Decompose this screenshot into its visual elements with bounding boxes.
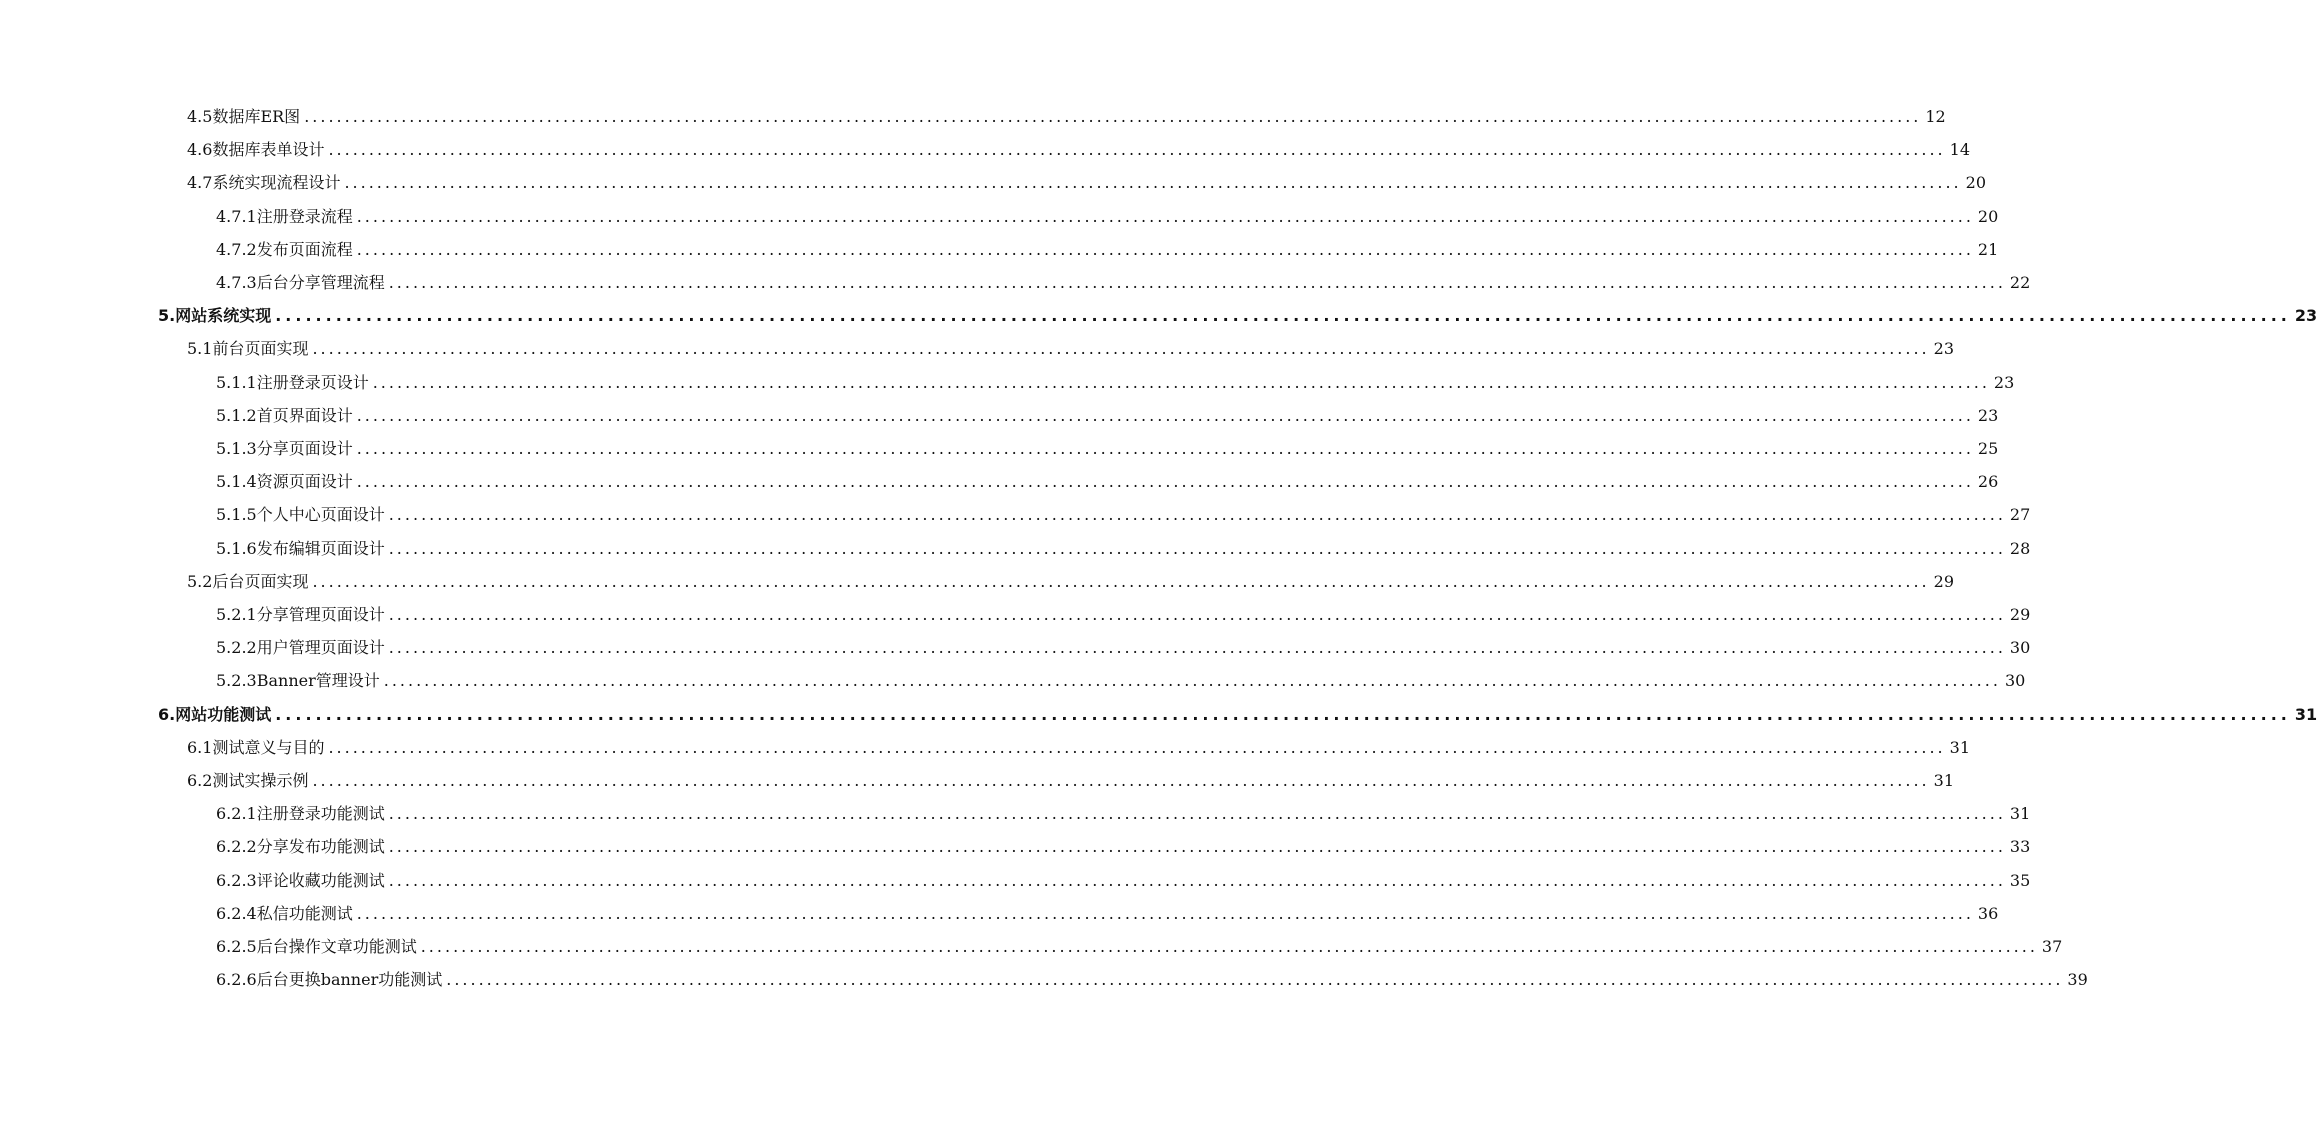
toc-entry-label: 6.2.6后台更换banner功能测试	[216, 970, 443, 990]
dot-leader: ........................................................................................................................................................................................................	[383, 671, 2001, 691]
toc-entry-label: 5.1.1注册登录页设计	[216, 372, 369, 392]
toc-entry[interactable]	[216, 664, 2026, 697]
toc-entry-page-number: 14	[1949, 140, 1970, 160]
toc-entry-page-number: 29	[1933, 571, 1954, 591]
toc-entry-label: 4.7.1注册登录流程	[216, 206, 353, 226]
toc-entry-page-number: 23	[1933, 339, 1954, 359]
toc-entry-page-number: 36	[1977, 903, 1999, 923]
toc-entry[interactable]	[216, 465, 1999, 498]
toc-entry-page-number: 20	[1965, 173, 1986, 193]
dot-leader: ........................................................................................................................................................................................................	[344, 173, 1962, 193]
dot-leader: ........................................................................................................................................................................................................	[328, 140, 1946, 160]
toc-entry[interactable]	[187, 764, 1954, 797]
toc-entry-label: 5.1.3分享页面设计	[216, 439, 353, 458]
toc-entry[interactable]	[216, 930, 2063, 963]
toc-entry-label: 6.2.5后台操作文章功能测试	[216, 937, 417, 956]
toc-entry-page-number: 26	[1977, 472, 1999, 492]
toc-entry-page-number: 31	[2294, 704, 2317, 724]
toc-entry-page-number: 25	[1977, 439, 1999, 458]
toc-entry-label: 5.2.3Banner管理设计	[216, 671, 380, 691]
dot-leader: ........................................................................................................................................................................................................	[356, 472, 1974, 492]
toc-entry-page-number: 29	[2009, 605, 2031, 624]
toc-entry[interactable]	[216, 598, 2031, 631]
toc-entry-page-number: 30	[2004, 671, 2026, 691]
dot-leader: ........................................................................................................................................................................................................	[388, 538, 2006, 558]
dot-leader: ........................................................................................................................................................................................................	[388, 605, 2006, 624]
toc-entry[interactable]	[216, 233, 1999, 266]
toc-entry[interactable]	[187, 133, 1970, 166]
toc-entry[interactable]	[187, 332, 1954, 365]
toc-entry-label: 6.2.2分享发布功能测试	[216, 837, 385, 857]
dot-leader: ........................................................................................................................................................................................................	[356, 239, 1974, 259]
toc-entry-page-number: 12	[1925, 107, 1946, 126]
toc-entry-page-number: 35	[2009, 870, 2031, 890]
toc-entry-label: 6.2测试实操示例	[187, 771, 309, 790]
dot-leader: ........................................................................................................................................................................................................	[312, 571, 1930, 591]
toc-entry-label: 6.2.1注册登录功能测试	[216, 804, 385, 824]
dot-leader: ........................................................................................................................................................................................................	[275, 704, 2291, 724]
dot-leader: ........................................................................................................................................................................................................	[388, 505, 2006, 525]
dot-leader: ........................................................................................................................................................................................................	[328, 737, 1946, 757]
toc-entry[interactable]	[216, 897, 1999, 930]
toc-entry-label: 5.1前台页面实现	[187, 339, 309, 359]
toc-entry-page-number: 31	[2009, 804, 2031, 824]
toc-entry[interactable]	[187, 731, 1970, 764]
toc-entry[interactable]	[216, 532, 2031, 565]
toc-entry-page-number: 33	[2009, 837, 2031, 857]
toc-entry-label: 4.7.2发布页面流程	[216, 239, 353, 259]
toc-entry-label: 4.7.3后台分享管理流程	[216, 273, 385, 292]
toc-entry-label: 5.1.4资源页面设计	[216, 472, 353, 492]
toc-entry-label: 5.2后台页面实现	[187, 571, 309, 591]
dot-leader: ........................................................................................................................................................................................................	[312, 339, 1930, 359]
toc-entry[interactable]	[187, 100, 1946, 133]
toc-entry[interactable]	[216, 432, 1999, 465]
dot-leader: ........................................................................................................................................................................................................	[356, 405, 1974, 425]
toc-entry-label: 5.1.6发布编辑页面设计	[216, 538, 385, 558]
toc-entry-page-number: 31	[1949, 737, 1970, 757]
toc-entry[interactable]	[158, 698, 2317, 731]
dot-leader: ........................................................................................................................................................................................................	[388, 804, 2006, 824]
toc-entry-label: 5.1.5个人中心页面设计	[216, 505, 385, 525]
toc-entry-page-number: 39	[2067, 970, 2088, 990]
toc-entry[interactable]	[187, 565, 1954, 598]
dot-leader: ........................................................................................................................................................................................................	[388, 273, 2006, 292]
toc-entry-label: 5.网站系统实现	[158, 306, 272, 326]
toc-entry-label: 5.1.2首页界面设计	[216, 405, 353, 425]
toc-entry-page-number: 30	[2009, 638, 2031, 658]
dot-leader: ........................................................................................................................................................................................................	[420, 937, 2038, 956]
dot-leader: ........................................................................................................................................................................................................	[275, 306, 2291, 326]
toc-entry[interactable]	[216, 200, 1999, 233]
toc-entry-page-number: 28	[2009, 538, 2031, 558]
toc-entry-label: 6.网站功能测试	[158, 704, 272, 724]
toc-entry[interactable]	[216, 864, 2031, 897]
toc-entry[interactable]	[216, 797, 2031, 830]
dot-leader: ........................................................................................................................................................................................................	[312, 771, 1930, 790]
dot-leader: ........................................................................................................................................................................................................	[372, 372, 1990, 392]
toc-entry-page-number: 22	[2009, 273, 2031, 292]
toc-entry[interactable]	[216, 399, 1999, 432]
dot-leader: ........................................................................................................................................................................................................	[304, 107, 1922, 126]
toc-entry-label: 4.5数据库ER图	[187, 107, 301, 126]
toc-entry[interactable]	[158, 299, 2317, 332]
toc-entry[interactable]	[216, 498, 2031, 531]
toc-entry-page-number: 21	[1977, 239, 1999, 259]
dot-leader: ........................................................................................................................................................................................................	[388, 638, 2006, 658]
toc-entry-page-number: 23	[1993, 372, 2015, 392]
toc-entry[interactable]	[216, 366, 2015, 399]
dot-leader: ........................................................................................................................................................................................................	[446, 970, 2064, 990]
toc-entry-label: 6.1测试意义与目的	[187, 737, 325, 757]
toc-entry-page-number: 23	[1977, 405, 1999, 425]
toc-entry-page-number: 31	[1933, 771, 1954, 790]
dot-leader: ........................................................................................................................................................................................................	[356, 439, 1974, 458]
toc-entry[interactable]	[216, 266, 2031, 299]
toc-entry-page-number: 23	[2294, 306, 2317, 326]
toc-entry[interactable]	[216, 830, 2031, 863]
toc-entry[interactable]	[187, 166, 1986, 199]
dot-leader: ........................................................................................................................................................................................................	[356, 206, 1974, 226]
toc-entry-label: 6.2.4私信功能测试	[216, 903, 353, 923]
toc-entry-label: 5.2.2用户管理页面设计	[216, 638, 385, 658]
dot-leader: ........................................................................................................................................................................................................	[388, 870, 2006, 890]
toc-entry-label: 5.2.1分享管理页面设计	[216, 605, 385, 624]
toc-entry[interactable]	[216, 963, 2088, 996]
toc-entry[interactable]	[216, 631, 2031, 664]
dot-leader: ........................................................................................................................................................................................................	[388, 837, 2006, 857]
toc-entry-label: 4.7系统实现流程设计	[187, 173, 341, 193]
toc-entry-page-number: 20	[1977, 206, 1999, 226]
toc-entry-page-number: 37	[2041, 937, 2063, 956]
toc-entry-label: 4.6数据库表单设计	[187, 140, 325, 160]
toc-entry-page-number: 27	[2009, 505, 2031, 525]
dot-leader: ........................................................................................................................................................................................................	[356, 903, 1974, 923]
toc-entry-label: 6.2.3评论收藏功能测试	[216, 870, 385, 890]
